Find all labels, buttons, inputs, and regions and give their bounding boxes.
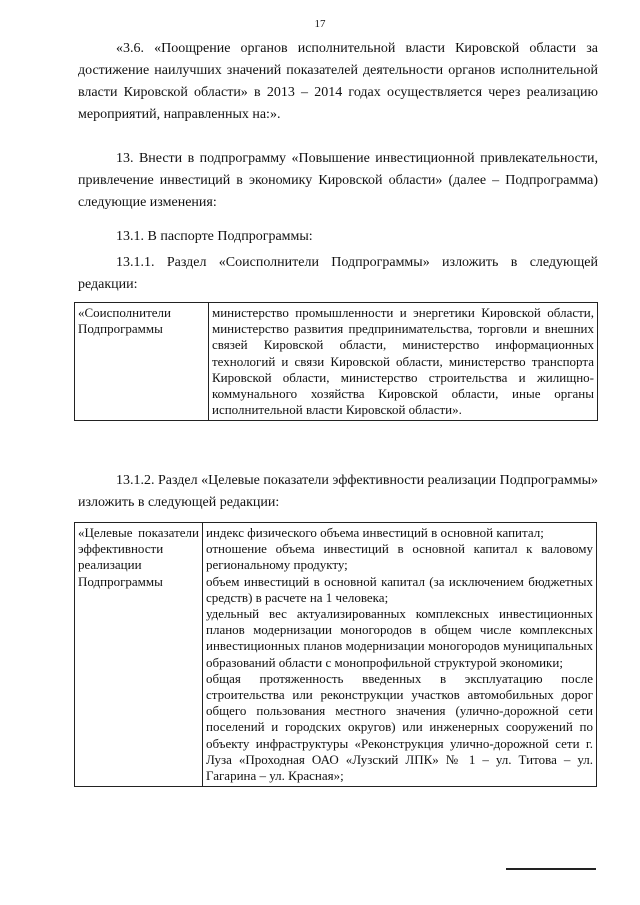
- table-label-cell: [75, 303, 209, 421]
- paragraph-13-1-2: [78, 470, 598, 514]
- table-row: [75, 523, 597, 787]
- paragraph-text: 13.1. В паспорте Подпрограммы:: [116, 229, 313, 244]
- table-content-cell: [203, 523, 597, 787]
- cell-label: «Соисполнители Подпрограммы: [78, 305, 171, 337]
- cell-content: министерство промышленности и энергетики Кировской области, министерство развития предпринимательства, торговли и внешних связей Кировской области, министерство информационных технологий и связи Кировской области, министерство транспорта Кировской области, министерство строительства и жилищно-коммунального хозяйства Кировской области, иные органы исполнительной власти Кировской области».: [212, 305, 594, 418]
- table-label-cell: [75, 523, 203, 787]
- co-executors-table: [74, 302, 598, 421]
- table-row: [75, 303, 598, 421]
- paragraph-text: 13.1.2. Раздел «Целевые показатели эффективности реализации Подпрограммы» изложить в следующей редакции:: [78, 473, 598, 510]
- cell-label: «Целевые показатели эффективности реализации Подпрограммы: [78, 525, 199, 589]
- paragraph-13-1-1: [78, 252, 598, 296]
- footer-divider: [506, 868, 596, 870]
- cell-content: индекс физического объема инвестиций в основной капитал; отношение объема инвестиций в основной капитал к валовому региональному продукту; объем инвестиций в основной капитал (за исключением бюджетных средств) в расчете на 1 человека; удельный вес актуализированных комплексных инвестиционных планов модернизации моногородов в общем числе комплексных инвестиционных планов модернизации моногородов муниципальных образований области с монопрофильной структурой экономики; общая протяженность введенных в эксплуатацию после строительства или реконструкции участков автомобильных дорог общего пользования местного значения (улично-дорожной сети поселений и городских округов) или инженерных сооружений по объекту инфраструктуры «Реконструкция улично-дорожной сети г. Луза «Проходная ОАО «Лузский ЛПК» № 1 – ул. Титова – ул. Гагарина – ул. Красная»;: [206, 525, 593, 784]
- paragraph-text: «3.6. «Поощрение органов исполнительной власти Кировской области за достижение наилучших значений показателей деятельности органов исполнительной власти Кировской области» в 2013 – 2014 годах осуществляется через реализацию мероприятий, направленных на:».: [78, 41, 598, 122]
- target-indicators-table: [74, 522, 597, 787]
- paragraph-13-1: [78, 226, 598, 248]
- paragraph-text: 13. Внести в подпрограмму «Повышение инвестиционной привлекательности, привлечение инвестиций в экономику Кировской области» (далее – Подпрограмма) следующие изменения:: [78, 151, 598, 210]
- paragraph-13: [78, 148, 598, 214]
- paragraph-3-6: [78, 38, 598, 126]
- paragraph-text: 13.1.1. Раздел «Соисполнители Подпрограммы» изложить в следующей редакции:: [78, 255, 598, 292]
- table-content-cell: [209, 303, 598, 421]
- page-number: 17: [314, 18, 326, 30]
